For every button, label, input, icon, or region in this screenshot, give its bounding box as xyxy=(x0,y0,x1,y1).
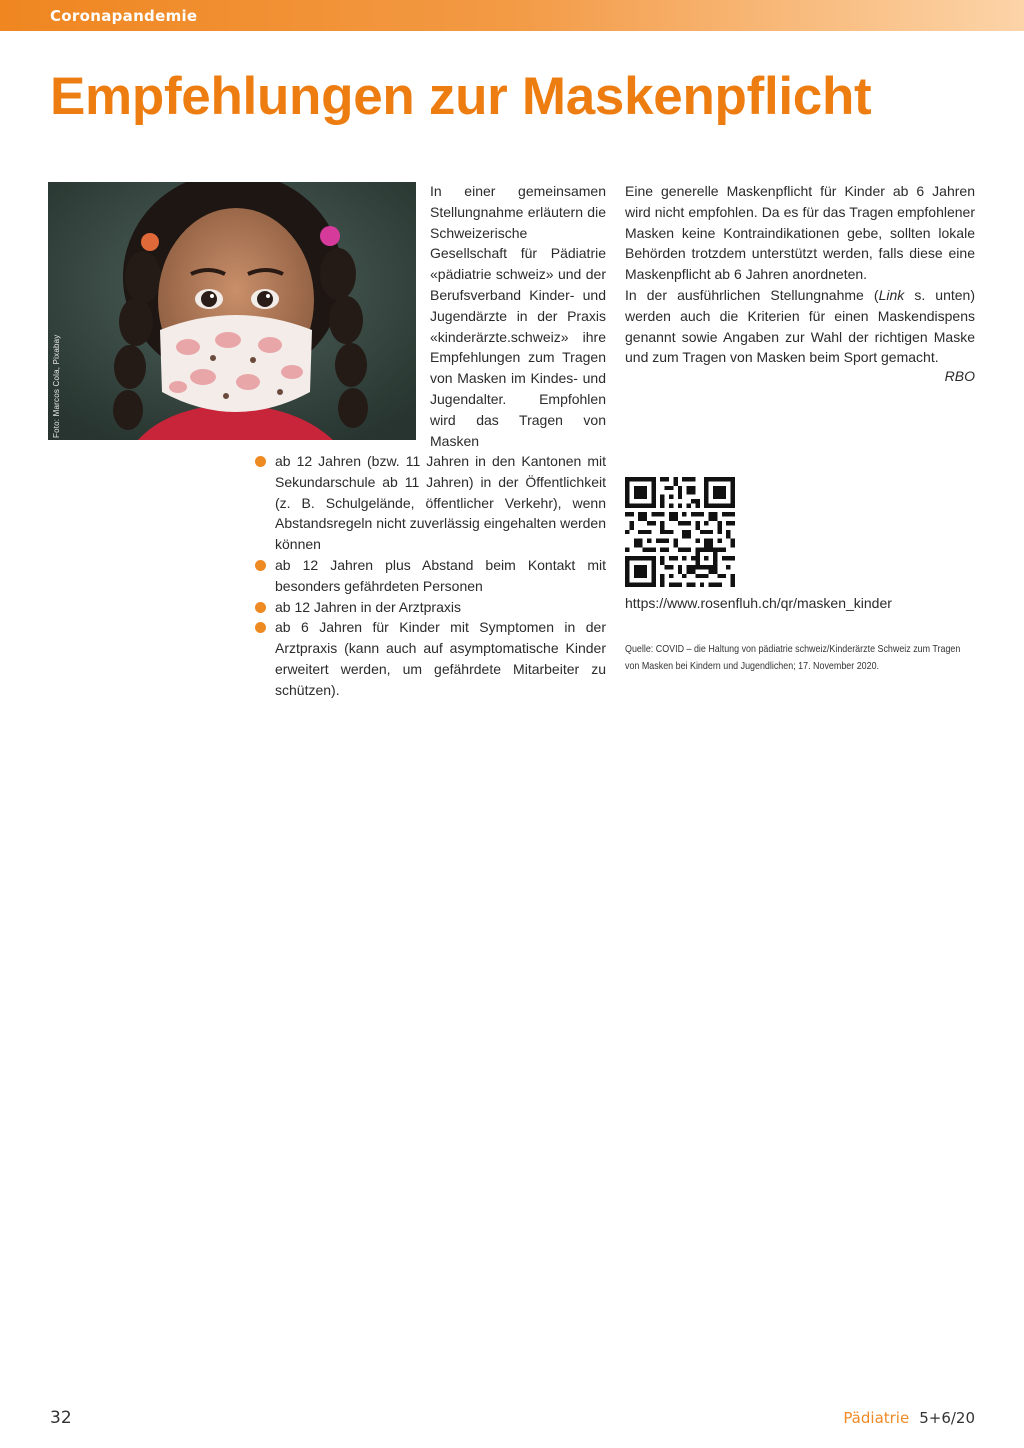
list-item xyxy=(254,597,606,618)
paragraph-3-start: In der ausführlichen Stellungnahme ( xyxy=(625,286,879,303)
section-header-bar xyxy=(0,0,1024,31)
list-item xyxy=(254,617,606,700)
journal-footer xyxy=(843,1409,975,1427)
list-item-text: ab 12 Jahren in der Arztpraxis xyxy=(275,598,461,615)
list-item xyxy=(254,555,606,597)
right-column xyxy=(625,181,975,368)
intro-paragraph: In einer gemeinsamen Stellungnahme erläutern die Schweizerische Gesellschaft für Pädiatrie «pädiatrie schweiz» und der Berufsverband Kinder- und Jugendärzte in der Praxis «kinderärzte.schweiz» ihre Empfehlungen zum Tragen von Masken im Kindes- und Jugendalter. Empfohlen wird das Tragen von Masken xyxy=(430,183,606,449)
intro-column xyxy=(430,181,606,451)
list-item-text: ab 12 Jahren plus Abstand beim Kontakt mit besonders gefährdeten Personen xyxy=(275,556,606,594)
photo-credit: Foto: Marcos Cola, Pixabay xyxy=(52,334,61,438)
list-item-text: ab 12 Jahren (bzw. 11 Jahren in den Kantonen mit Sekundarschule ab 11 Jahren) in der Öffentlichkeit (z. B. Schulgelände, öffentlicher Verkehr), wenn Abstandsregeln nicht zuverlässig eingehalten werden können xyxy=(275,453,606,553)
page-number: 32 xyxy=(50,1408,72,1428)
recommendation-list xyxy=(254,451,606,701)
paragraph-2: Eine generelle Maskenpflicht für Kinder ab 6 Jahren wird nicht empfohlen. Da es für das Tragen empfohlener Masken keine Kontraindikationen gebe, sollten lokale Behörden trotzdem unterstützt werden, falls diese eine Maskenpflicht ab 6 Jahren anordneten. xyxy=(625,183,975,283)
qr-link-url[interactable]: https://www.rosenfluh.ch/qr/masken_kinder xyxy=(625,595,892,611)
bullet-dot-icon xyxy=(255,622,266,633)
issue-number: 5+6/20 xyxy=(919,1409,975,1427)
paragraph-3 xyxy=(625,285,975,368)
source-citation: Quelle: COVID – die Haltung von pädiatrie schweiz/Kinderärzte Schweiz zum Tragen von Masken bei Kindern und Jugendlichen; 17. November 2020. xyxy=(625,643,961,672)
section-label: Coronapandemie xyxy=(50,7,198,25)
link-reference: Link xyxy=(878,286,905,303)
list-item-text: ab 6 Jahren für Kinder mit Symptomen in der Arztpraxis (kann auch auf asymptomatische Kinder erweitert werden, um gefährdete Mitarbeiter zu schützen). xyxy=(275,619,606,698)
bullet-dot-icon xyxy=(255,456,266,467)
author-signature: RBO xyxy=(944,368,975,384)
list-item xyxy=(254,451,606,555)
journal-name: Pädiatrie xyxy=(843,1409,910,1427)
article-title: Empfehlungen zur Maskenpflicht xyxy=(50,67,872,126)
article-photo xyxy=(48,182,416,440)
girl-with-mask-image xyxy=(48,182,416,440)
paragraph-3-end: s. unten) werden auch die Kriterien für einen Maskendispens genannt sowie Angaben zur Wahl der richtigen Maske und zum Tragen von Masken beim Sport gemacht. xyxy=(625,286,975,366)
qr-code-icon[interactable] xyxy=(625,477,735,587)
bullet-dot-icon xyxy=(255,560,266,571)
bullet-dot-icon xyxy=(255,602,266,613)
